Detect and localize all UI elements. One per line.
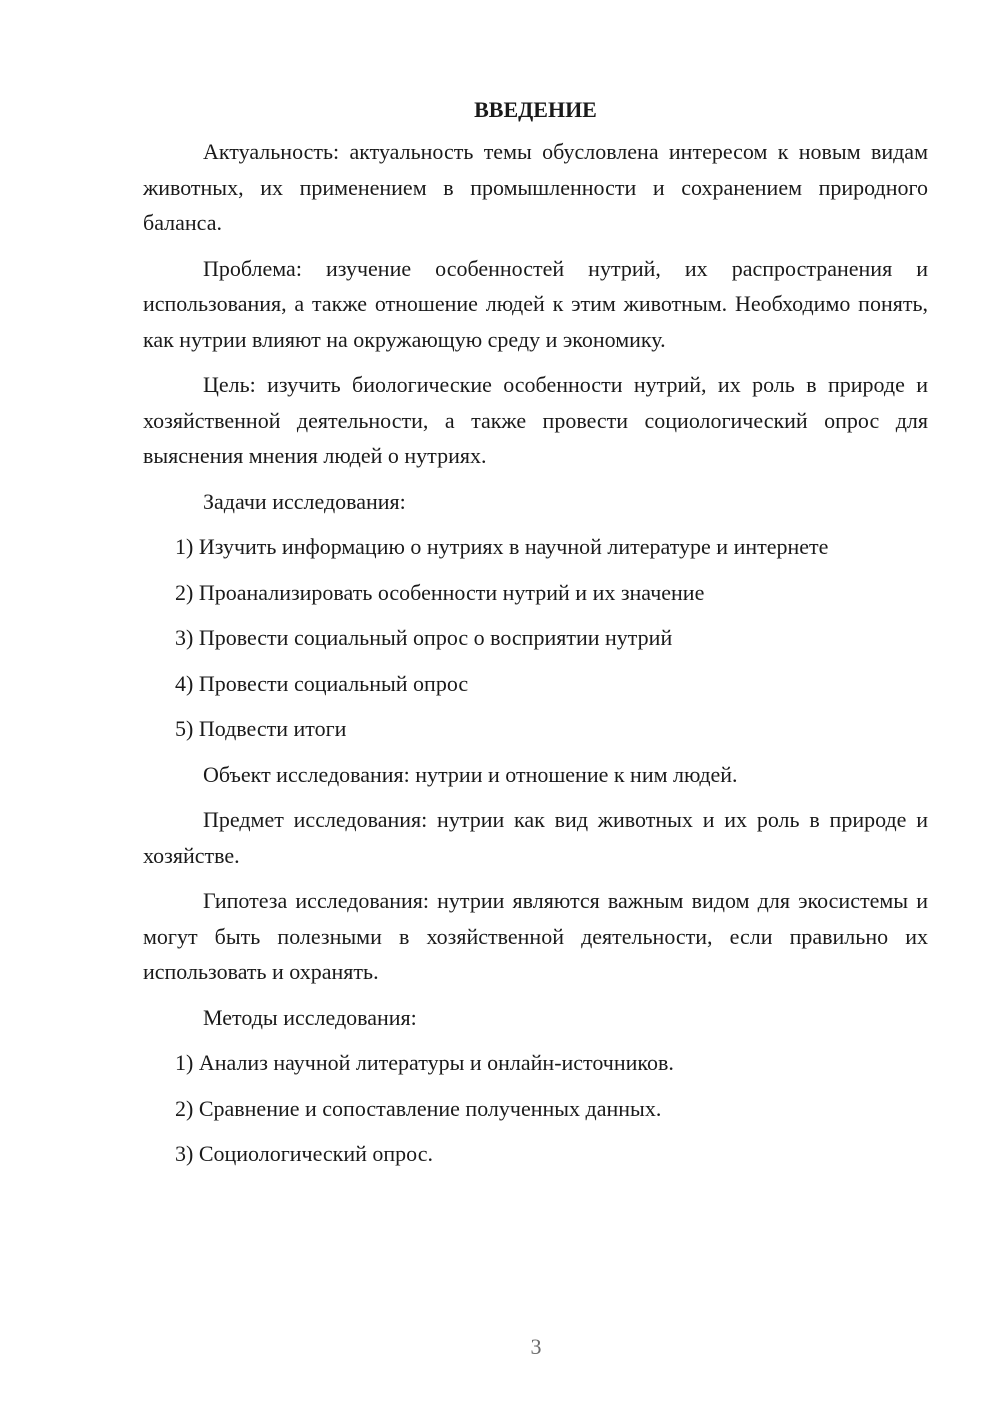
page-number: 3 <box>530 1334 542 1359</box>
task-item: 2) Проанализировать особенности нутрий и их значение <box>175 579 705 605</box>
tasks-list <box>143 529 928 747</box>
task-item: 5) Подвести итоги <box>175 716 347 741</box>
task-item: 4) Провести социальный опрос <box>175 670 469 696</box>
document-page <box>143 92 928 1182</box>
tasks-label: Задачи исследования: <box>203 488 406 514</box>
method-item: 2) Сравнение и сопоставление полученных данных. <box>175 1095 662 1121</box>
subject-paragraph: Предмет исследования: нутрии как вид животных и их роль в природе и хозяйстве. <box>143 807 928 868</box>
methods-label: Методы исследования: <box>203 1004 417 1030</box>
hypothesis-paragraph: Гипотеза исследования: нутрии являются важным видом для экосистемы и могут быть полезными в хозяйственной деятельности, если правильно их использовать и охранять. <box>143 888 928 984</box>
task-item: 1) Изучить информацию о нутриях в научной литературе и интернете <box>175 534 829 559</box>
method-item: 1) Анализ научной литературы и онлайн-источников. <box>175 1050 674 1075</box>
object-paragraph: Объект исследования: нутрии и отношение к ним людей. <box>203 761 738 787</box>
goal-paragraph: Цель: изучить биологические особенности нутрий, их роль в природе и хозяйственной деятельности, а также провести социологический опрос для выяснения мнения людей о нутриях. <box>143 372 928 468</box>
relevance-paragraph: Актуальность: актуальность темы обусловлена интересом к новым видам животных, их применением в промышленности и сохранением природного баланса. <box>143 139 928 235</box>
section-heading: ВВЕДЕНИЕ <box>474 97 597 122</box>
methods-list <box>143 1045 928 1172</box>
method-item: 3) Социологический опрос. <box>175 1141 433 1166</box>
task-item: 3) Провести социальный опрос о восприятии нутрий <box>175 625 673 650</box>
problem-paragraph: Проблема: изучение особенностей нутрий, их распространения и использования, а также отношение людей к этим животным. Необходимо понять, как нутрии влияют на окружающую среду и экономику. <box>143 255 928 352</box>
